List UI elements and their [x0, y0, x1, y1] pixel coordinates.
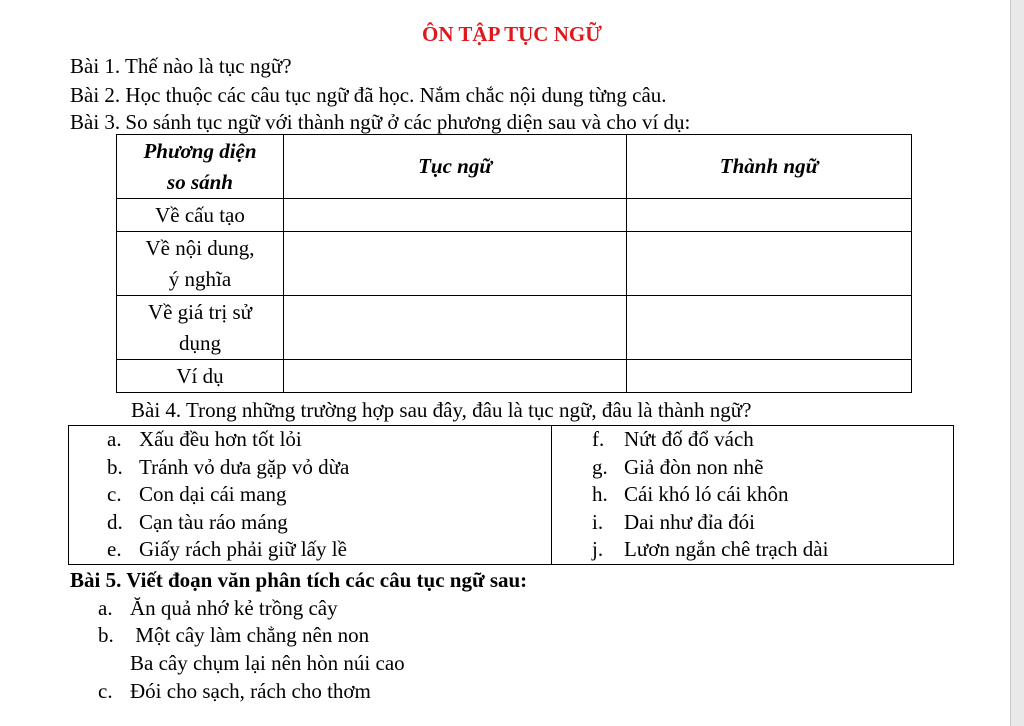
- list-item: i. Dai như đỉa đói: [592, 509, 755, 534]
- list-item: b. Tránh vỏ dưa gặp vỏ dừa: [107, 454, 350, 479]
- exercise-4-left-column: [69, 426, 552, 565]
- list-item: g. Giả đòn non nhẽ: [592, 454, 764, 479]
- list-item: c. Đói cho sạch, rách cho thơm: [98, 679, 371, 703]
- header-proverb: Tục ngữ: [284, 135, 627, 199]
- list-item: h. Cái khó ló cái khôn: [592, 482, 789, 506]
- list-item: e. Giấy rách phải giữ lấy lề: [107, 537, 347, 561]
- exercise-4-right-column: [552, 426, 954, 565]
- list-item: Ba cây chụm lại nên hòn núi cao: [130, 651, 405, 675]
- list-item: a. Ăn quả nhớ kẻ trồng cây: [98, 596, 338, 620]
- table-row: Ví dụ: [117, 360, 912, 393]
- exercise-4: Bài 4. Trong những trường hợp sau đây, đâu là tục ngữ, đâu là thành ngữ?: [131, 398, 752, 422]
- list-item: f. Nứt đố đổ vách: [592, 427, 754, 451]
- table-row: Về cấu tạo: [117, 199, 912, 232]
- exercise-2: Bài 2. Học thuộc các câu tục ngữ đã học. Nắm chắc nội dung từng câu.: [70, 83, 667, 107]
- list-item: j. Lươn ngắn chê trạch dài: [592, 537, 829, 561]
- list-item: b. Một cây làm chẳng nên non: [98, 623, 370, 647]
- exercise-1: Bài 1. Thế nào là tục ngữ?: [70, 54, 292, 78]
- list-item: c. Con dại cái mang: [107, 482, 287, 506]
- comparison-table: [116, 134, 912, 393]
- table-row: Về giá trị sử dụng: [117, 296, 912, 360]
- list-item: a. Xấu đều hơn tốt lỏi: [107, 427, 302, 451]
- scrollbar[interactable]: [1010, 0, 1024, 726]
- table-row: Về nội dung, ý nghĩa: [117, 232, 912, 296]
- exercise-4-table: [68, 425, 954, 565]
- exercise-3: Bài 3. So sánh tục ngữ với thành ngữ ở các phương diện sau và cho ví dụ:: [70, 110, 691, 134]
- list-item: d. Cạn tàu ráo máng: [107, 509, 288, 534]
- page-title: ÔN TẬP TỤC NGỮ: [422, 22, 602, 46]
- exercise-5: Bài 5. Viết đoạn văn phân tích các câu tục ngữ sau:: [70, 568, 528, 592]
- header-idiom: Thành ngữ: [627, 135, 912, 199]
- header-aspect: Phương diện so sánh: [117, 135, 284, 199]
